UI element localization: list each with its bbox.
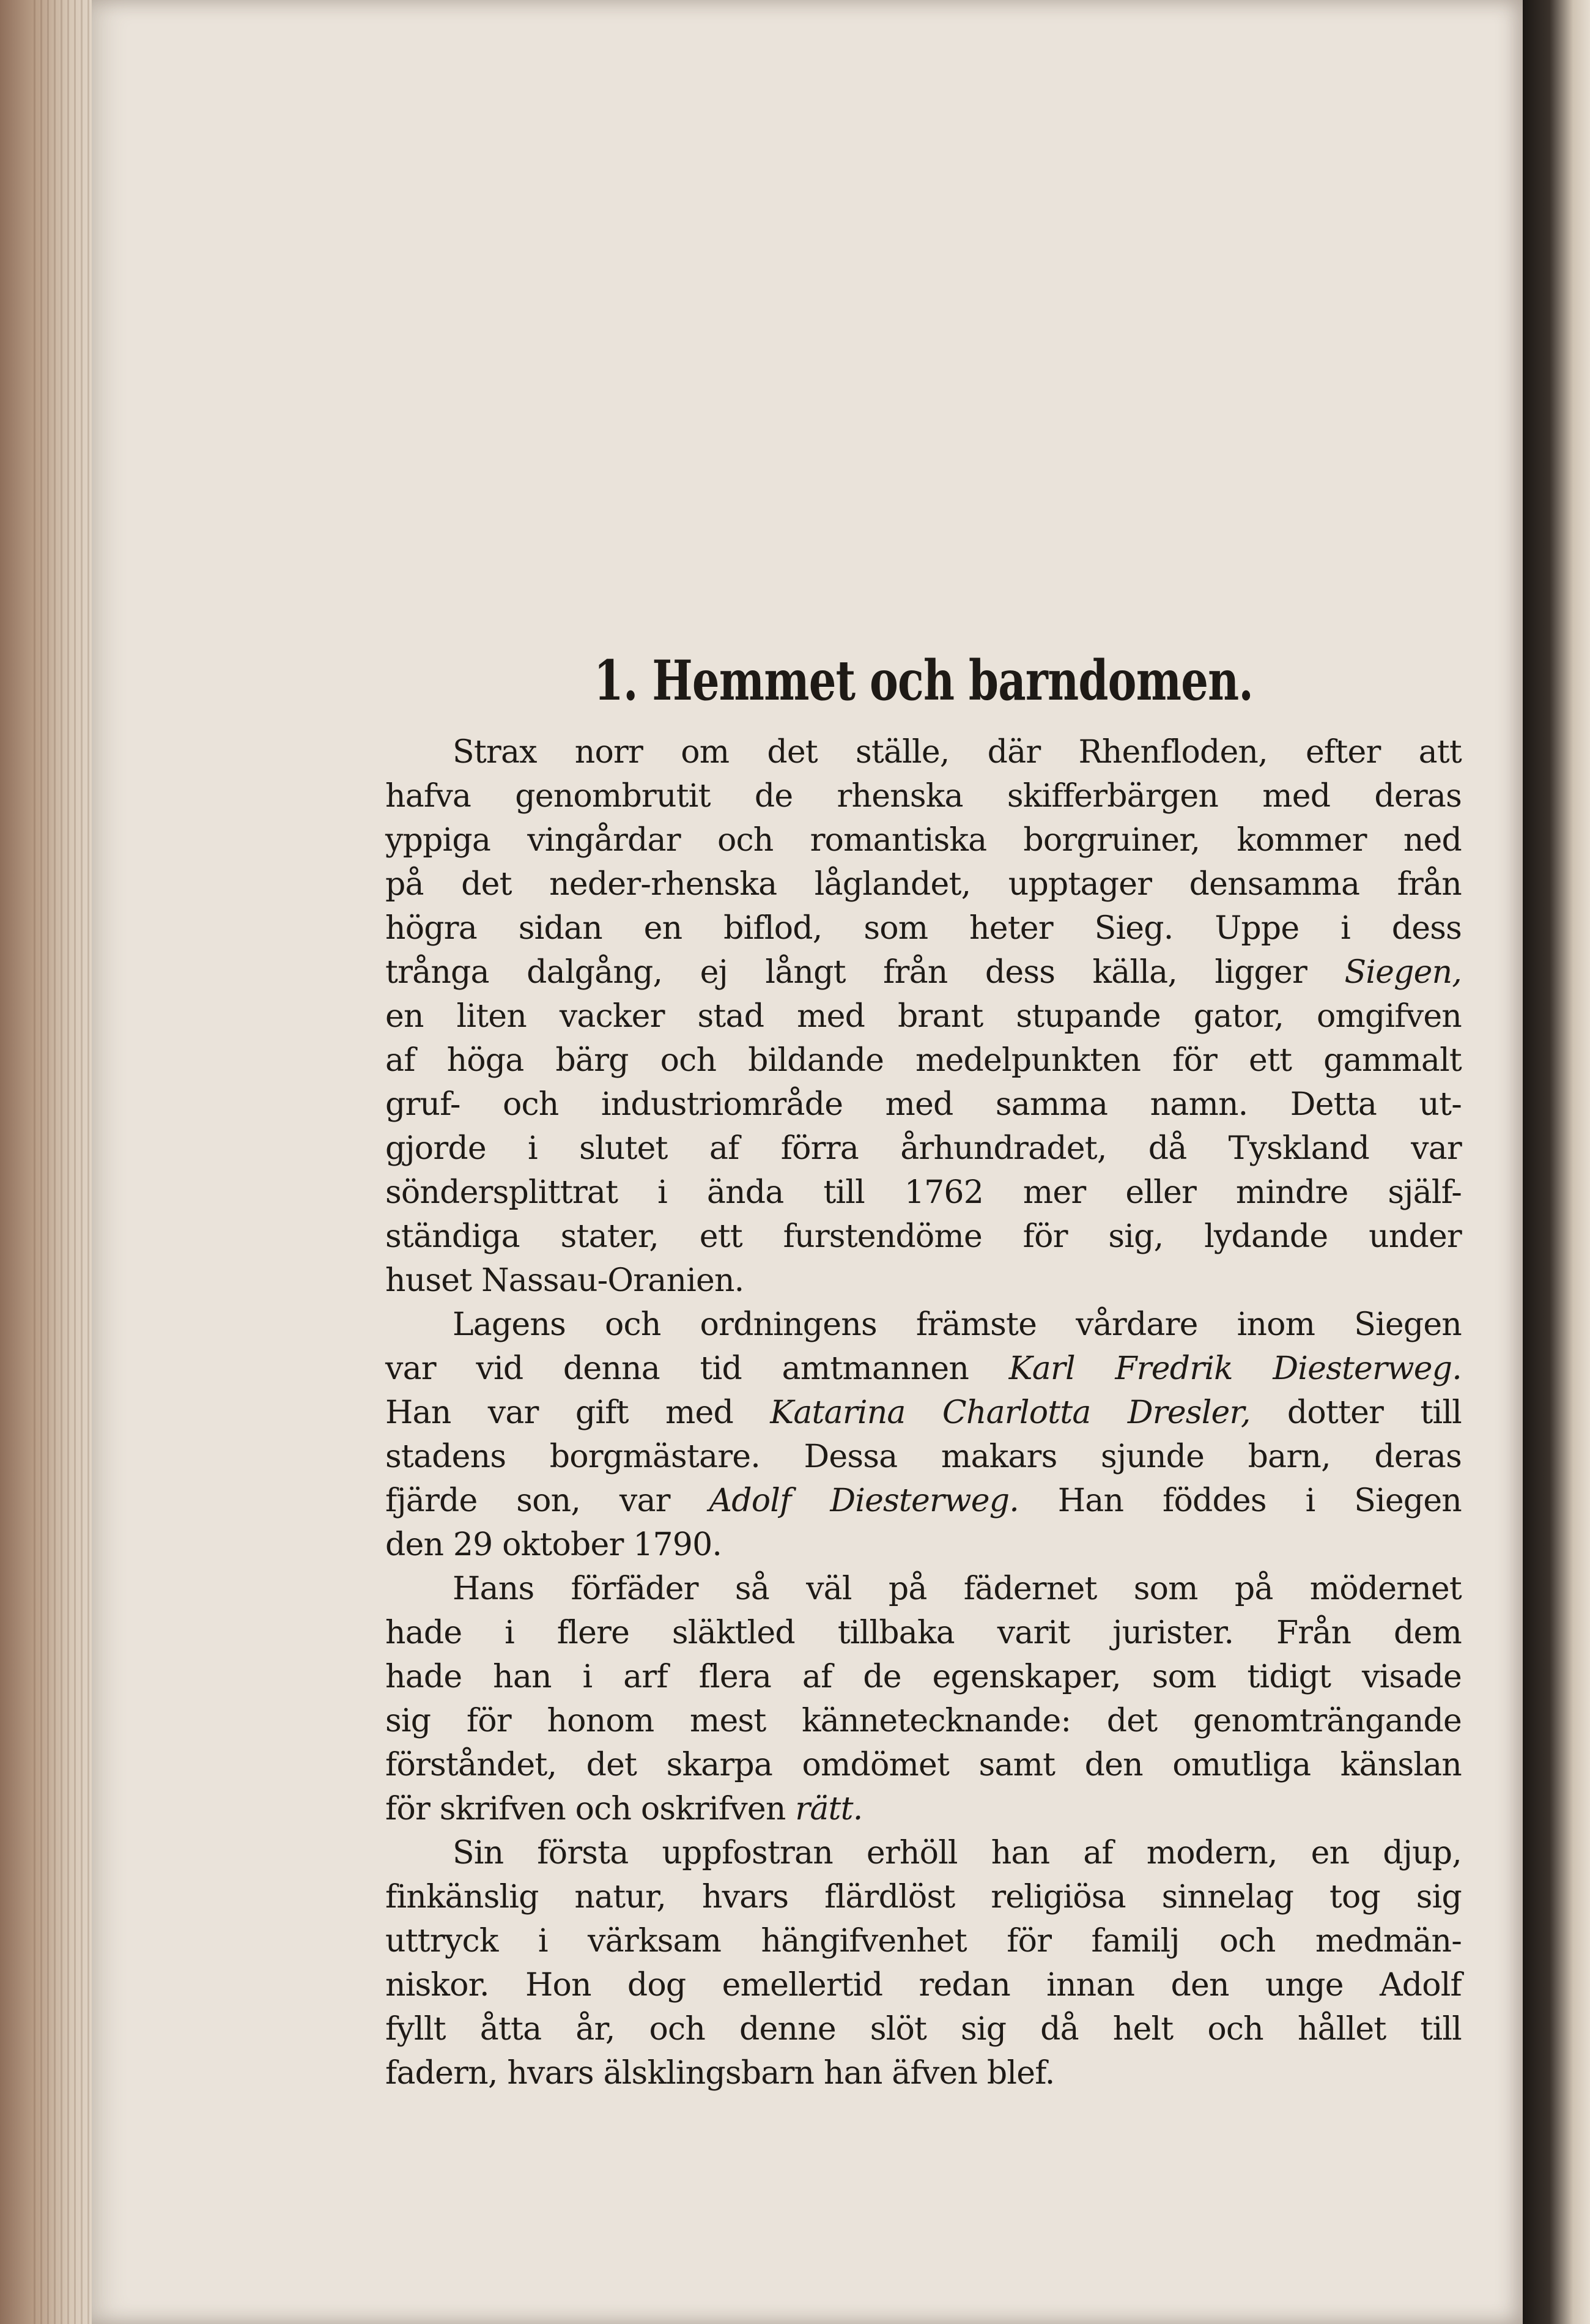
paragraph (385, 1831, 1462, 2095)
text-line: sig för honom mest kännetecknande: det genomträngande (385, 1703, 1462, 1739)
text-line: hade han i arf flera af de egenskaper, som tidigt visade (385, 1659, 1462, 1695)
page-edges (34, 0, 95, 2324)
text-line: gjorde i slutet af förra århundradet, då Tyskland var (385, 1130, 1462, 1167)
text-line: hafva genombrutit de rhenska skifferbärgen med deras (385, 778, 1462, 815)
text-line: yppiga vingårdar och romantiska borgruiner, kommer ned (385, 822, 1462, 859)
text-line: fyllt åtta år, och denne slöt sig då helt och hållet till (385, 2011, 1462, 2048)
book-gutter (1523, 0, 1590, 2324)
text-line: Lagens och ordningens främste vårdare inom Siegen (453, 1306, 1462, 1343)
text-line: finkänslig natur, hvars flärdlöst religiösa sinnelag tog sig (385, 1879, 1462, 1915)
paragraph (385, 1567, 1462, 1831)
text-line: stadens borgmästare. Dessa makars sjunde barn, deras (385, 1438, 1462, 1475)
text-line: af höga bärg och bildande medelpunkten för ett gammalt (385, 1042, 1462, 1079)
paragraph (385, 730, 1462, 1303)
body-text (385, 730, 1462, 2095)
text-line: var vid denna tid amtmannen Karl Fredrik Diesterweg. (385, 1350, 1462, 1387)
text-line: Hans förfäder så väl på fädernet som på mödernet (453, 1571, 1462, 1607)
text-line: fadern, hvars älsklingsbarn han äfven blef. (385, 2055, 1055, 2092)
chapter-title: 1. Hemmet och barndomen. (593, 648, 1254, 713)
text-line: en liten vacker stad med brant stupande gator, omgifven (385, 998, 1462, 1035)
text-line: trånga dalgång, ej långt från dess källa, ligger Siegen, (385, 954, 1462, 991)
page-content (385, 648, 1462, 2095)
text-line: för skrifven och oskrifven rätt. (385, 1791, 863, 1827)
text-line: huset Nassau-Oranien. (385, 1262, 744, 1299)
text-line: niskor. Hon dog emellertid redan innan den unge Adolf (385, 1967, 1462, 2004)
text-line: förståndet, det skarpa omdömet samt den omutliga känslan (385, 1747, 1462, 1783)
text-line: högra sidan en biflod, som heter Sieg. Uppe i dess (385, 910, 1462, 947)
text-line: gruf- och industriområde med samma namn. Detta ut- (385, 1086, 1462, 1123)
text-line: Han var gift med Katarina Charlotta Dresler, dotter till (385, 1394, 1462, 1431)
paragraph (385, 1303, 1462, 1567)
text-line: uttryck i värksam hängifvenhet för familj och medmän- (385, 1923, 1462, 1959)
text-line: fjärde son, var Adolf Diesterweg. Han föddes i Siegen (385, 1482, 1462, 1519)
text-line: på det neder-rhenska låglandet, upptager densamma från (385, 866, 1462, 903)
text-line: Strax norr om det ställe, där Rhenfloden, efter att (453, 734, 1462, 771)
text-line: Sin första uppfostran erhöll han af modern, en djup, (453, 1835, 1462, 1871)
book-page-stack (0, 0, 98, 2324)
text-line: den 29 oktober 1790. (385, 1527, 722, 1563)
text-line: ständiga stater, ett furstendöme för sig, lydande under (385, 1218, 1462, 1255)
text-line: söndersplittrat i ända till 1762 mer eller mindre själf- (385, 1174, 1462, 1211)
text-line: hade i flere släktled tillbaka varit jurister. Från dem (385, 1615, 1462, 1651)
